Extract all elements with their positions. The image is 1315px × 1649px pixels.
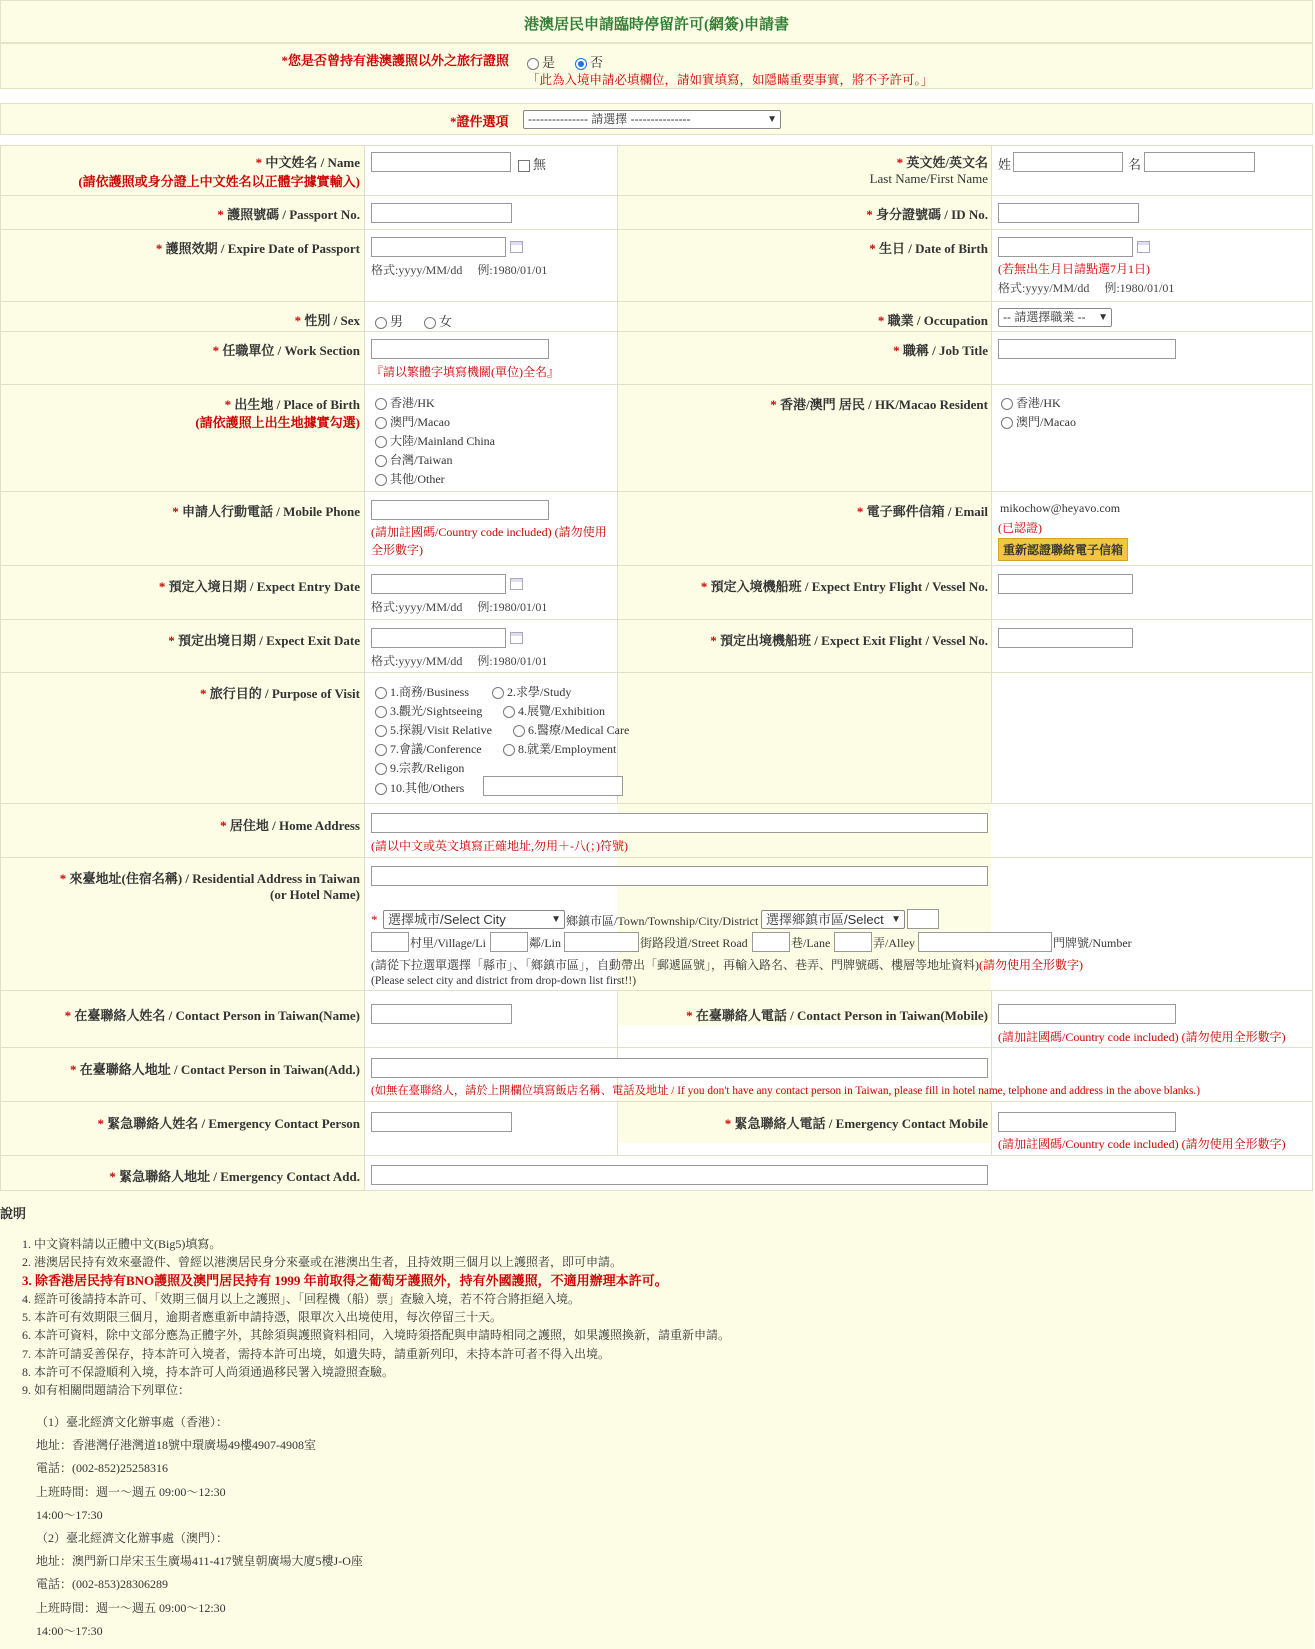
- office-mo-name: （2）臺北經濟文化辦事處（澳門）：: [36, 1531, 229, 1546]
- note-item: 2. 港澳居民持有效來臺證件、曾經以港澳居民身分來臺或在港澳出生者，且持效期三個月以上護照者，即可申請。: [22, 1255, 623, 1270]
- city-select[interactable]: 選擇城市/Select City ▼: [383, 910, 565, 929]
- taiwan-address-label: * 來臺地址(住宿名稱) / Residential Address in Taiwan: [59, 871, 360, 886]
- emergency-name-input[interactable]: [371, 1112, 512, 1132]
- office-hk-hours: 上班時間：週一～週五 09:00～12:30: [36, 1484, 226, 1499]
- radio-no[interactable]: [575, 58, 587, 70]
- note-item: 7. 本許可請妥善保存，持本許可入境者，需持本許可出境，如遺失時，請重新列印，未持本許可者不得入出境。: [22, 1346, 611, 1361]
- mobile-hint: (請加註國碼/Country code included) (請勿使用全形數字): [371, 525, 607, 557]
- contact-mobile-label: * 在臺聯絡人電話 / Contact Person in Taiwan(Mobile): [686, 1008, 988, 1023]
- radio[interactable]: [375, 725, 387, 737]
- contact-mobile-input[interactable]: [998, 1004, 1176, 1024]
- chinese-name-input[interactable]: [371, 152, 511, 172]
- village-text: 村里/Village/Li: [410, 936, 486, 950]
- chinese-name-hint: (請依護照或身分證上中文姓名以正體字據實輸入): [78, 174, 360, 189]
- emergency-name-label: * 緊急聯絡人姓名 / Emergency Contact Person: [97, 1116, 360, 1131]
- purpose-option[interactable]: 9.宗教/Religon: [375, 759, 464, 776]
- contact-address-label: * 在臺聯絡人地址 / Contact Person in Taiwan(Add.): [70, 1062, 360, 1077]
- alley-input[interactable]: [834, 932, 872, 952]
- row-sep: [0, 990, 1313, 991]
- village-input[interactable]: [371, 932, 409, 952]
- note-item: 4. 經許可後請持本許可、「效期三個月以上之護照」、「回程機（船）票」查驗入境，若不符合將拒絕入境。: [22, 1291, 581, 1306]
- radio[interactable]: [513, 725, 525, 737]
- exit-flight-input[interactable]: [998, 628, 1133, 648]
- purpose-option[interactable]: 10.其他/Others: [375, 779, 464, 796]
- radio[interactable]: [1001, 417, 1013, 429]
- chevron-down-icon: ▼: [1098, 312, 1108, 323]
- note-item: 9. 如有相關問題請洽下列單位：: [22, 1383, 191, 1398]
- office-hk: [36, 1411, 363, 1643]
- zipcode-input[interactable]: [907, 909, 939, 929]
- alley-text: 弄/Alley: [873, 936, 915, 950]
- office-hk-address: 地址：香港灣仔港灣道18號中環廣場49樓4907-4908室: [36, 1438, 316, 1453]
- passport-expire-input[interactable]: [371, 237, 506, 257]
- purpose-label: * 旅行目的 / Purpose of Visit: [200, 686, 360, 701]
- mobile-input[interactable]: [371, 500, 549, 520]
- purpose-option[interactable]: 4.展覽/Exhibition: [503, 702, 605, 719]
- radio[interactable]: [503, 744, 515, 756]
- entry-flight-input[interactable]: [998, 574, 1133, 594]
- emergency-address-input[interactable]: [371, 1165, 988, 1185]
- lin-text: 鄰/Lin: [529, 936, 561, 950]
- birth-place-option[interactable]: 台灣/Taiwan: [375, 451, 452, 468]
- purpose-option[interactable]: 1.商務/Business: [375, 683, 469, 700]
- row-sep: [0, 229, 1313, 230]
- radio[interactable]: [375, 783, 387, 795]
- purpose-option[interactable]: 6.醫療/Medical Care: [513, 721, 629, 738]
- street-input[interactable]: [564, 932, 639, 952]
- birth-format: 格式:yyyy/MM/dd 例:1980/01/01: [998, 281, 1175, 295]
- contact-address-input[interactable]: [371, 1058, 988, 1078]
- row-sep: [0, 672, 1313, 673]
- district-select[interactable]: 選擇鄉鎮市區/Select ▼: [761, 910, 905, 929]
- purpose-option[interactable]: 2.求學/Study: [492, 683, 571, 700]
- office-mo-phone: 電話：(002-853)28306289: [36, 1577, 168, 1592]
- taiwan-address-hint-en: (Please select city and district from drop-down list first!!): [371, 975, 637, 987]
- radio-male[interactable]: [375, 317, 387, 329]
- row-sep: [0, 857, 1313, 858]
- taiwan-address-hint: (請從下拉選單選擇「縣市」、「鄉鎮市區」，自動帶出「郵遞區號」，再輸入路名、巷弄、門牌號碼、樓層等地址資料)(請勿使用全形數字): [371, 958, 1083, 972]
- office-mo-hours2: 14:00～17:30: [36, 1623, 103, 1638]
- resident-label: * 香港/澳門 居民 / HK/Macao Resident: [770, 397, 988, 412]
- notes-list: [22, 1235, 730, 1400]
- passport-expire-format: 格式:yyyy/MM/dd 例:1980/01/01: [371, 263, 548, 277]
- page-title: 港澳居民申請臨時停留許可(網簽)申請書: [524, 17, 789, 33]
- row-sep: [0, 1047, 1313, 1048]
- emergency-mobile-input[interactable]: [998, 1112, 1176, 1132]
- lin-input[interactable]: [490, 932, 528, 952]
- row-sep: [0, 195, 1313, 196]
- purpose-option[interactable]: 7.會議/Conference: [375, 740, 482, 757]
- sex-label: * 性別 / Sex: [294, 313, 360, 328]
- email-label: * 電子郵件信箱 / Email: [856, 504, 988, 519]
- required-star: *: [371, 912, 378, 927]
- row-sep: [0, 384, 1313, 385]
- emergency-address-label: * 緊急聯絡人地址 / Emergency Contact Add.: [109, 1169, 360, 1184]
- home-address-label: * 居住地 / Home Address: [220, 818, 360, 833]
- radio[interactable]: [1001, 398, 1013, 410]
- id-no-input[interactable]: [998, 203, 1139, 223]
- radio[interactable]: [375, 687, 387, 699]
- number-text: 門牌號/Number: [1053, 936, 1132, 950]
- first-name-text: 名: [1128, 157, 1142, 172]
- radio[interactable]: [492, 687, 504, 699]
- no-chinese-name[interactable]: 無: [518, 154, 546, 173]
- radio-yes[interactable]: [527, 58, 539, 70]
- entry-flight-label: * 預定入境機船班 / Expect Entry Flight / Vessel No.: [700, 579, 988, 594]
- vline-6: [617, 1101, 618, 1155]
- note-item: 3. 除香港居民持有BNO護照及澳門居民持有 1999 年前取得之葡萄牙護照外，持有外國護照，不適用辦理本許可。: [22, 1272, 668, 1288]
- exit-date-input[interactable]: [371, 628, 506, 648]
- mobile-label: * 申請人行動電話 / Mobile Phone: [172, 504, 360, 519]
- resident-option[interactable]: 香港/HK: [1001, 394, 1061, 411]
- occupation-select[interactable]: -- 請選擇職業 -- ▼: [998, 308, 1112, 327]
- birth-place-option[interactable]: 大陸/Mainland China: [375, 432, 495, 449]
- taiwan-address-input[interactable]: [371, 866, 988, 886]
- birth-place-label: * 出生地 / Place of Birth: [224, 397, 360, 412]
- purpose-option[interactable]: 8.就業/Employment: [503, 740, 616, 757]
- passport-expire-label: * 護照效期 / Expire Date of Passport: [155, 241, 360, 256]
- job-title-label: * 職稱 / Job Title: [893, 343, 988, 358]
- office-hk-phone: 電話：(002-852)25258316: [36, 1461, 168, 1476]
- taiwan-address-label2: (or Hotel Name): [269, 887, 360, 902]
- radio[interactable]: [375, 763, 387, 775]
- home-address-hint: (請以中文或英文填寫正確地址,勿用＋-八(；)符號): [371, 839, 628, 853]
- radio[interactable]: [375, 455, 387, 467]
- chevron-down-icon: ▼: [891, 914, 901, 925]
- resident-option[interactable]: 澳門/Macao: [1001, 413, 1076, 430]
- birth-label: * 生日 / Date of Birth: [869, 241, 988, 256]
- chevron-down-icon: ▼: [551, 914, 561, 925]
- chevron-down-icon: ▼: [767, 114, 777, 125]
- sex-female[interactable]: 女: [424, 311, 452, 330]
- calendar-icon[interactable]: [1137, 241, 1150, 253]
- radio-female[interactable]: [424, 317, 436, 329]
- other-doc-no[interactable]: 否: [575, 52, 603, 71]
- contact-mobile-hint: (請加註國碼/Country code included) (請勿使用全形數字): [998, 1030, 1286, 1044]
- radio[interactable]: [375, 436, 387, 448]
- last-name-text: 姓: [998, 157, 1012, 172]
- home-address-input[interactable]: [371, 813, 988, 833]
- office-mo-address: 地址：澳門新口岸宋玉生廣場411-417號皇朝廣場大廈5樓J-O座: [36, 1554, 363, 1569]
- entry-date-format: 格式:yyyy/MM/dd 例:1980/01/01: [371, 600, 548, 614]
- birth-input[interactable]: [998, 237, 1133, 257]
- chinese-name-label: * 中文姓名 / Name: [255, 155, 360, 170]
- occupation-label: * 職業 / Occupation: [877, 313, 988, 328]
- birth-place-option[interactable]: 其他/Other: [375, 470, 445, 487]
- note-item: 1. 中文資料請以正體中文(Big5)填寫。: [22, 1237, 222, 1251]
- doc-option-label: *證件選項: [450, 114, 509, 129]
- purpose-option[interactable]: 5.探親/Visit Relative: [375, 721, 492, 738]
- birth-place-option[interactable]: 澳門/Macao: [375, 413, 450, 430]
- work-section-label: * 任職單位 / Work Section: [212, 343, 360, 358]
- entry-date-input[interactable]: [371, 574, 506, 594]
- calendar-icon[interactable]: [510, 578, 523, 590]
- work-section-hint: 『請以繁體字填寫機關(單位)全名』: [371, 365, 559, 379]
- row-sep: [0, 491, 1313, 492]
- radio[interactable]: [375, 706, 387, 718]
- row-sep: [0, 803, 1313, 804]
- vline-2: [617, 145, 618, 803]
- note-item: 5. 本許可有效期限三個月，逾期者應重新申請持憑，限單次入出境使用，每次停留三十天。: [22, 1310, 503, 1325]
- no-name-checkbox[interactable]: [518, 160, 530, 172]
- note-item: 6. 本許可資料，除中文部分應為正體字外，其餘須與護照資料相同，入境時須搭配與申請時相同之護照，如果護照換新，請重新申請。: [22, 1328, 731, 1343]
- birth-place-hint: (請依護照上出生地據實勾選): [195, 415, 360, 430]
- exit-date-label: * 預定出境日期 / Expect Exit Date: [168, 633, 360, 648]
- row-sep: [0, 619, 1313, 620]
- radio[interactable]: [375, 398, 387, 410]
- calendar-icon[interactable]: [510, 241, 523, 253]
- exit-date-format: 格式:yyyy/MM/dd 例:1980/01/01: [371, 654, 548, 668]
- row-sep: [0, 331, 1313, 332]
- row-sep: [0, 1155, 1313, 1156]
- emergency-mobile-label: * 緊急聯絡人電話 / Emergency Contact Mobile: [724, 1116, 988, 1131]
- row-sep: [0, 1101, 1313, 1102]
- radio[interactable]: [503, 706, 515, 718]
- calendar-icon[interactable]: [510, 632, 523, 644]
- english-name-label: * 英文姓/英文名: [896, 155, 988, 170]
- contact-name-label: * 在臺聯絡人姓名 / Contact Person in Taiwan(Name): [64, 1008, 360, 1023]
- note-item: 8. 本許可不保證順利入境，持本許可人尚須通過移民署入境證照查驗。: [22, 1365, 395, 1380]
- passport-no-input[interactable]: [371, 203, 512, 223]
- lane-input[interactable]: [752, 932, 790, 952]
- exit-flight-label: * 預定出境機船班 / Expect Exit Flight / Vessel No.: [710, 633, 988, 648]
- notes-heading: 說明: [0, 1206, 27, 1221]
- id-no-label: * 身分證號碼 / ID No.: [866, 207, 988, 222]
- vline-3: [991, 145, 992, 803]
- office-hk-name: （1）臺北經濟文化辦事處（香港）：: [36, 1415, 229, 1429]
- number-input[interactable]: [918, 932, 1052, 952]
- email-value: mikochow@heyavo.com: [1000, 501, 1121, 515]
- radio[interactable]: [375, 744, 387, 756]
- district-text: 鄉鎮市區/Town/Township/City/District: [566, 914, 759, 928]
- birth-hint: (若無出生月日請點選7月1日): [998, 262, 1150, 276]
- contact-name-input[interactable]: [371, 1004, 512, 1024]
- row-sep: [0, 301, 1313, 302]
- radio[interactable]: [375, 417, 387, 429]
- other-doc-yes[interactable]: 是: [527, 52, 555, 71]
- english-name-label2: Last Name/First Name: [869, 171, 988, 186]
- emergency-mobile-hint: (請加註國碼/Country code included) (請勿使用全形數字): [998, 1137, 1286, 1151]
- row-sep: [0, 565, 1313, 566]
- street-text: 街路段道/Street Road: [640, 936, 748, 950]
- doc-option-select[interactable]: --------------- 請選擇 --------------- ▼: [523, 110, 781, 129]
- vline-5: [991, 990, 992, 1090]
- last-name-input[interactable]: [1013, 152, 1123, 172]
- radio[interactable]: [375, 474, 387, 486]
- reverify-email-button[interactable]: 重新認證聯絡電子信箱: [998, 538, 1128, 561]
- work-section-input[interactable]: [371, 339, 549, 359]
- birth-place-option[interactable]: 香港/HK: [375, 394, 435, 411]
- entry-date-label: * 預定入境日期 / Expect Entry Date: [158, 579, 360, 594]
- office-hk-hours2: 14:00～17:30: [36, 1507, 103, 1522]
- purpose-other-input[interactable]: [483, 776, 623, 796]
- office-mo-hours: 上班時間：週一～週五 09:00～12:30: [36, 1600, 226, 1615]
- sex-male[interactable]: 男: [375, 311, 403, 330]
- other-doc-label: *您是否曾持有港澳護照以外之旅行證照: [281, 53, 509, 68]
- other-doc-warning: 「此為入境申請必填欄位，請如實填寫，如隱瞞重要事實，將不予許可。」: [527, 73, 934, 87]
- passport-no-label: * 護照號碼 / Passport No.: [217, 207, 360, 222]
- job-title-input[interactable]: [998, 339, 1176, 359]
- vline-7: [991, 1101, 992, 1155]
- first-name-input[interactable]: [1144, 152, 1255, 172]
- lane-text: 巷/Lane: [791, 936, 831, 950]
- email-status: (已認證): [998, 521, 1042, 535]
- purpose-option[interactable]: 3.觀光/Sightseeing: [375, 702, 482, 719]
- contact-address-hint: (如無在臺聯絡人，請於上開欄位填寫飯店名稱、電話及地址 / If you don't have any contact person in Taiwan, please fill in hotel name, telphone and address in the above blanks.): [371, 1085, 1201, 1097]
